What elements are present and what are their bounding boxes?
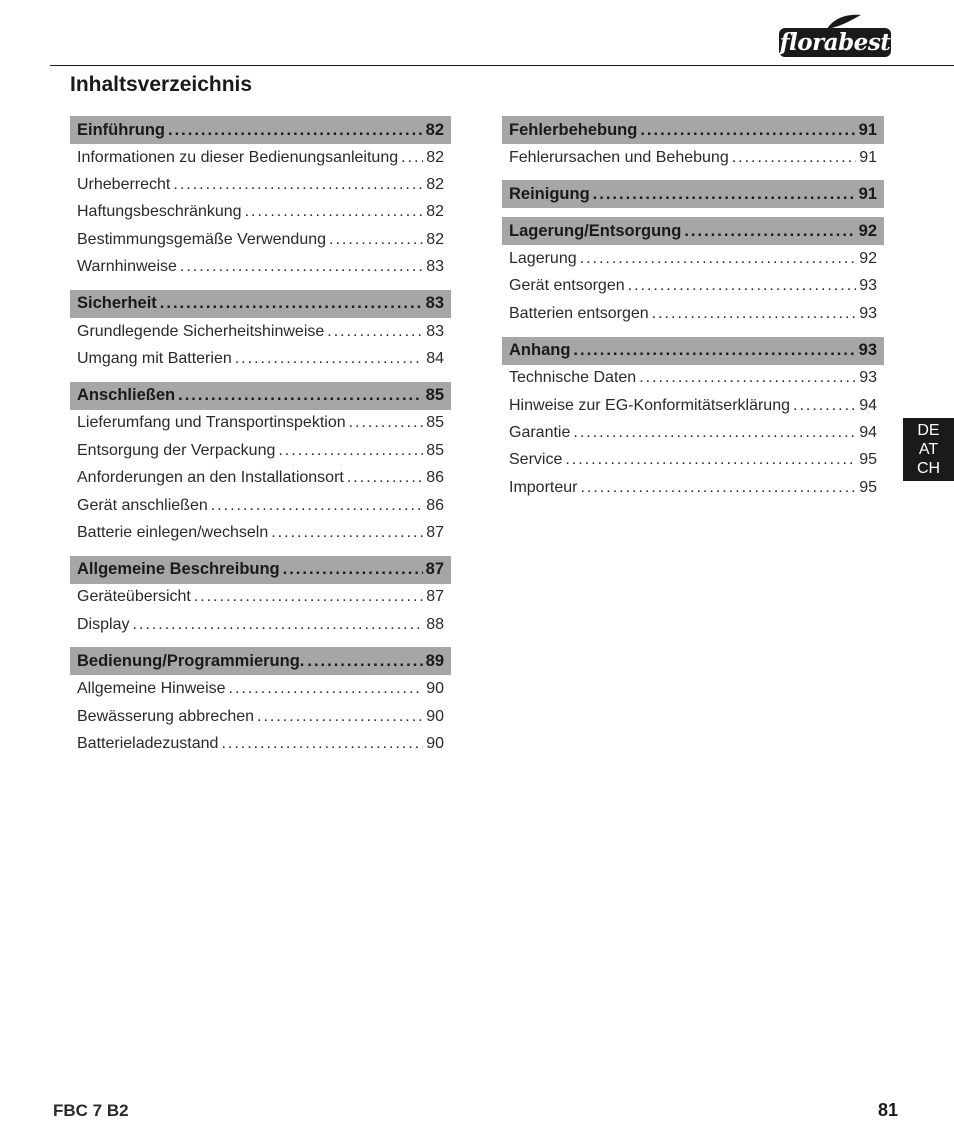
toc-entry[interactable] <box>70 410 451 437</box>
toc-section <box>70 556 451 639</box>
toc-leader-dots <box>329 231 423 249</box>
toc-entry-label: Haftungsbeschränkung <box>77 203 242 221</box>
toc-section-title: Anhang <box>509 341 571 360</box>
toc-entry[interactable] <box>70 199 451 226</box>
toc-section-title: Anschließen <box>77 386 176 405</box>
toc-leader-dots <box>271 524 423 542</box>
toc-entry[interactable] <box>502 447 884 474</box>
toc-leader-dots <box>168 121 423 140</box>
toc-entry[interactable] <box>70 730 451 757</box>
toc-section-heading[interactable] <box>502 217 884 245</box>
toc-entry[interactable] <box>70 171 451 198</box>
toc-entry-label: Geräteübersicht <box>77 588 191 606</box>
toc-leader-dots <box>180 258 423 276</box>
toc-section-heading[interactable] <box>70 116 451 144</box>
toc-entry-label: Importeur <box>509 478 578 496</box>
toc-entry[interactable] <box>70 226 451 253</box>
toc-entry-page: 87 <box>426 523 444 541</box>
toc-entry[interactable] <box>502 273 884 300</box>
toc-leader-dots <box>639 369 856 387</box>
toc-section-title: Reinigung <box>509 184 590 203</box>
toc-section <box>502 180 884 208</box>
toc-entry-page: 90 <box>426 680 444 698</box>
toc-entry-page: 94 <box>859 396 877 414</box>
toc-section <box>502 337 884 502</box>
toc-section-page: 91 <box>858 120 877 139</box>
toc-entry-page: 82 <box>426 148 444 166</box>
toc-leader-dots <box>349 414 424 432</box>
footer-page-number: 81 <box>878 1100 899 1120</box>
toc-entry-label: Gerät entsorgen <box>509 277 625 295</box>
toc-entry-page: 82 <box>426 176 444 194</box>
toc-entry-page: 93 <box>859 277 877 295</box>
language-tab-de: DE <box>917 422 940 439</box>
toc-section-title: Allgemeine Beschreibung <box>77 560 280 579</box>
toc-entry-page: 94 <box>859 424 877 442</box>
toc-entry-label: Batterien entsorgen <box>509 304 649 322</box>
toc-entry-page: 86 <box>426 469 444 487</box>
toc-entry-label: Grundlegende Sicherheitshinweise <box>77 322 325 340</box>
toc-section-heading[interactable] <box>70 382 451 410</box>
toc-section-title: Lagerung/Entsorgung <box>509 221 682 240</box>
toc-leader-dots <box>732 149 856 167</box>
toc-section-page: 92 <box>858 221 877 240</box>
toc-entry-page: 93 <box>859 304 877 322</box>
toc-entry-page: 87 <box>426 588 444 606</box>
toc-section-page: 85 <box>425 386 444 405</box>
toc-entry[interactable] <box>70 318 451 345</box>
brand-logo-text: florabest <box>779 29 891 56</box>
language-tab <box>903 418 954 481</box>
toc-entry-page: 90 <box>426 734 444 752</box>
toc-section-page: 91 <box>858 184 877 203</box>
toc-section-title: Fehlerbehebung <box>509 120 638 139</box>
toc-section-page: 83 <box>425 294 444 313</box>
toc-entry[interactable] <box>502 300 884 327</box>
toc-entry-label: Warnhinweise <box>77 258 177 276</box>
toc-entry[interactable] <box>70 675 451 702</box>
toc-section <box>70 382 451 547</box>
toc-section-page: 87 <box>425 560 444 579</box>
toc-entry-page: 90 <box>426 707 444 725</box>
toc-section-heading[interactable] <box>70 556 451 584</box>
toc-section-page: 93 <box>858 341 877 360</box>
toc-entry-page: 83 <box>426 322 444 340</box>
toc-leader-dots <box>573 424 856 442</box>
toc-entry[interactable] <box>70 345 451 372</box>
toc-entry-label: Technische Daten <box>509 369 637 387</box>
toc-entry[interactable] <box>70 437 451 464</box>
toc-entry-page: 88 <box>426 615 444 633</box>
toc-entry-page: 93 <box>859 369 877 387</box>
toc-leader-dots <box>565 451 856 469</box>
toc-entry[interactable] <box>70 465 451 492</box>
toc-section-page: 82 <box>425 120 444 139</box>
toc-section-heading[interactable] <box>502 337 884 365</box>
toc-leader-dots <box>401 149 423 167</box>
toc-leader-dots <box>257 708 423 726</box>
toc-section-heading[interactable] <box>70 290 451 318</box>
toc-leader-dots <box>211 497 423 515</box>
toc-leader-dots <box>347 469 423 487</box>
toc-section-heading[interactable] <box>502 116 884 144</box>
toc-entry[interactable] <box>502 144 884 171</box>
toc-entry-label: Bewässerung abbrechen <box>77 707 255 725</box>
footer-model: FBC 7 B2 <box>53 1101 129 1120</box>
toc-entry-page: 85 <box>426 441 444 459</box>
toc-entry-label: Garantie <box>509 424 571 442</box>
toc-section <box>502 116 884 171</box>
toc-leader-dots <box>652 305 857 323</box>
toc-entry-label: Informationen zu dieser Bedienungsanleitung <box>77 148 399 166</box>
brand-logo <box>775 12 895 60</box>
toc-entry-label: Bestimmungsgemäße Verwendung <box>77 230 327 248</box>
toc-section <box>70 290 451 373</box>
toc-entry-page: 95 <box>859 478 877 496</box>
language-tab-at: AT <box>918 441 939 458</box>
toc-entry-label: Service <box>509 451 563 469</box>
toc-entry-label: Anforderungen an den Installationsort <box>77 469 344 487</box>
toc-section-title: Sicherheit <box>77 294 157 313</box>
toc-entry-label: Fehlerursachen und Behebung <box>509 148 729 166</box>
toc-leader-dots <box>573 341 855 360</box>
toc-entry-label: Umgang mit Batterien <box>77 350 232 368</box>
toc-entry[interactable] <box>70 254 451 281</box>
toc-entry-page: 91 <box>859 148 877 166</box>
header-rule <box>50 65 954 66</box>
toc-left-column <box>70 116 451 767</box>
toc-entry-page: 85 <box>426 414 444 432</box>
toc-entry-label: Allgemeine Hinweise <box>77 680 226 698</box>
toc-section-page: 89 <box>425 651 444 670</box>
toc-leader-dots <box>160 294 423 313</box>
toc-entry[interactable] <box>502 474 884 501</box>
toc-entry[interactable] <box>70 611 451 638</box>
toc-entry-page: 84 <box>426 350 444 368</box>
toc-entry-label: Batterieladezustand <box>77 734 219 752</box>
toc-entry[interactable] <box>502 245 884 272</box>
toc-leader-dots <box>593 185 856 204</box>
toc-entry-label: Hinweise zur EG-Konformitätserklärung <box>509 396 790 414</box>
language-tab-ch: CH <box>916 460 941 477</box>
toc-entry[interactable] <box>70 144 451 171</box>
toc-entry-page: 86 <box>426 496 444 514</box>
toc-entry-label: Batterie einlegen/wechseln <box>77 523 269 541</box>
toc-leader-dots <box>194 588 423 606</box>
toc-leader-dots <box>235 350 423 368</box>
page-title: Inhaltsverzeichnis <box>70 73 253 96</box>
toc-entry[interactable] <box>502 365 884 392</box>
toc-leader-dots <box>580 479 856 497</box>
toc-entry-label: Lagerung <box>509 250 577 268</box>
toc-leader-dots <box>684 222 855 241</box>
toc-entry-page: 82 <box>426 230 444 248</box>
toc-section-heading[interactable] <box>502 180 884 208</box>
toc-leader-dots <box>245 203 424 221</box>
toc-entry-label: Lieferumfang und Transportinspektion <box>77 414 346 432</box>
toc-leader-dots <box>640 121 855 140</box>
toc-section <box>70 116 451 281</box>
toc-entry-label: Gerät anschließen <box>77 496 208 514</box>
toc-entry-page: 83 <box>426 258 444 276</box>
toc-entry[interactable] <box>70 584 451 611</box>
toc-leader-dots <box>628 277 857 295</box>
toc-leader-dots <box>793 397 856 415</box>
toc-leader-dots <box>221 735 423 753</box>
toc-entry[interactable] <box>70 703 451 730</box>
toc-section-heading[interactable] <box>70 647 451 675</box>
toc-entry-label: Entsorgung der Verpackung <box>77 441 276 459</box>
toc-section <box>502 217 884 327</box>
toc-entry-page: 95 <box>859 451 877 469</box>
toc-entry[interactable] <box>70 519 451 546</box>
toc-section-title: Einführung <box>77 120 165 139</box>
toc-leader-dots <box>178 386 423 405</box>
toc-leader-dots <box>307 652 422 671</box>
toc-entry-page: 82 <box>426 203 444 221</box>
toc-leader-dots <box>580 250 857 268</box>
toc-leader-dots <box>132 616 423 634</box>
toc-section <box>70 647 451 757</box>
toc-entry-page: 92 <box>859 250 877 268</box>
toc-entry[interactable] <box>502 419 884 446</box>
toc-leader-dots <box>327 323 423 341</box>
toc-leader-dots <box>173 176 423 194</box>
toc-entry[interactable] <box>502 392 884 419</box>
toc-entry[interactable] <box>70 492 451 519</box>
toc-leader-dots <box>283 560 423 579</box>
toc-section-title: Bedienung/Programmierung. <box>77 651 305 670</box>
toc-entry-label: Urheberrecht <box>77 176 171 194</box>
toc-leader-dots <box>278 442 423 460</box>
toc-entry-label: Display <box>77 615 130 633</box>
toc-right-column <box>502 116 884 511</box>
toc-leader-dots <box>229 680 424 698</box>
